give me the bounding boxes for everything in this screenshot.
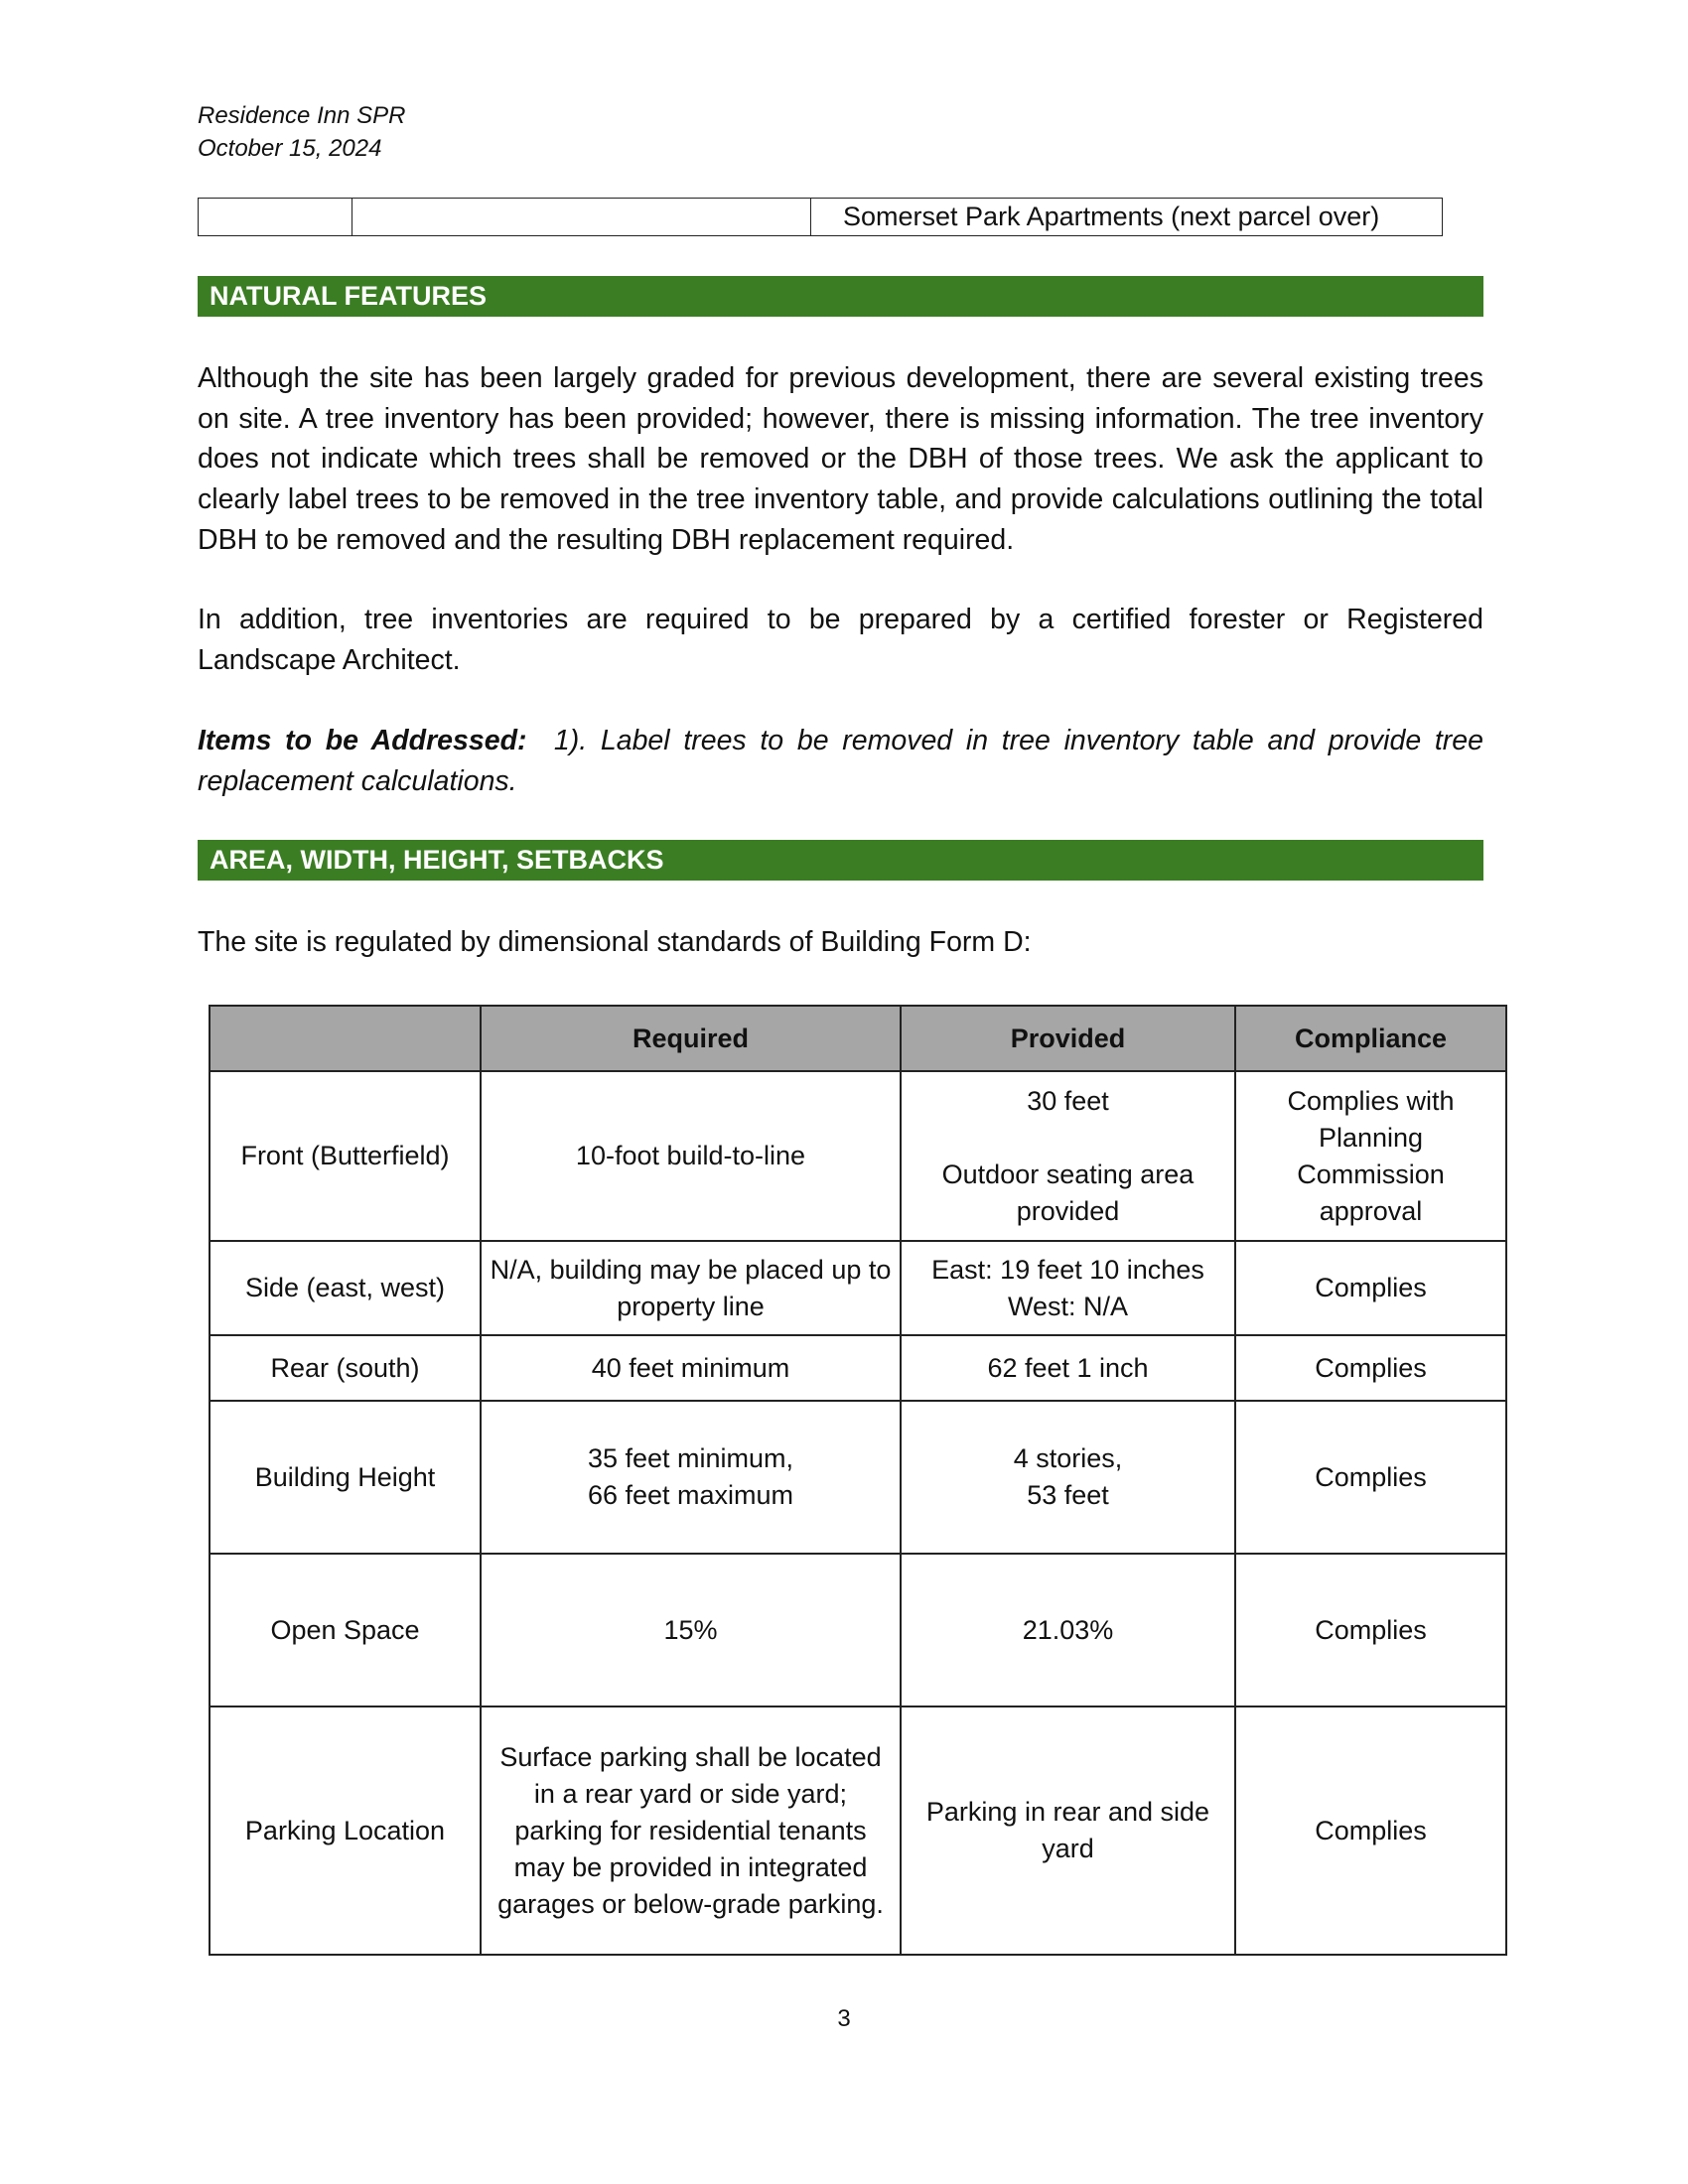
row-label: Parking Location	[210, 1706, 481, 1955]
compliance-cell: Complies	[1235, 1554, 1506, 1706]
required-cell: 35 feet minimum, 66 feet maximum	[481, 1401, 901, 1554]
required-cell: Surface parking shall be located in a rear yard or side yard; parking for residential tenants may be provided in integrated garages or below-grade parking.	[481, 1706, 901, 1955]
required-cell: 15%	[481, 1554, 901, 1706]
provided-cell: 21.03%	[901, 1554, 1235, 1706]
table-header-row	[210, 1006, 1506, 1071]
continued-table	[198, 198, 1443, 236]
table-cell	[352, 199, 811, 236]
compliance-cell: Complies	[1235, 1335, 1506, 1401]
table-row	[210, 1071, 1506, 1241]
table-cell	[199, 199, 352, 236]
section-heading-area-width-height: AREA, WIDTH, HEIGHT, SETBACKS	[198, 840, 1483, 881]
provided-cell: Parking in rear and side yard	[901, 1706, 1235, 1955]
table-row	[210, 1706, 1506, 1955]
column-header: Compliance	[1235, 1006, 1506, 1071]
column-header	[210, 1006, 481, 1071]
compliance-cell: Complies	[1235, 1706, 1506, 1955]
required-cell: N/A, building may be placed up to property line	[481, 1241, 901, 1335]
provided-cell: East: 19 feet 10 inches West: N/A	[901, 1241, 1235, 1335]
row-label: Front (Butterfield)	[210, 1071, 481, 1241]
column-header: Required	[481, 1006, 901, 1071]
provided-cell: 4 stories, 53 feet	[901, 1401, 1235, 1554]
paragraph: The site is regulated by dimensional standards of Building Form D:	[198, 926, 1032, 958]
paragraph: In addition, tree inventories are required to be prepared by a certified forester or Registered Landscape Architect.	[198, 604, 1483, 676]
required-cell: 10-foot build-to-line	[481, 1071, 901, 1241]
page-header	[198, 99, 405, 165]
dimensional-standards-table	[209, 1005, 1507, 1956]
table-row	[210, 1401, 1506, 1554]
compliance-cell: Complies	[1235, 1241, 1506, 1335]
document-date: October 15, 2024	[198, 135, 382, 162]
row-label: Rear (south)	[210, 1335, 481, 1401]
paragraph: Although the site has been largely graded for previous development, there are several existing trees on site. A tree inventory has been provided; however, there is missing information. The tree inventory does not indicate which trees shall be removed or the DBH of those trees. We ask the applicant to clearly label trees to be removed in the tree inventory table, and provide calculations outlining the total DBH to be removed and the resulting DBH replacement required.	[198, 362, 1483, 556]
required-cell: 40 feet minimum	[481, 1335, 901, 1401]
items-to-address	[198, 721, 1483, 801]
section-heading-natural-features: NATURAL FEATURES	[198, 276, 1483, 317]
table-row	[210, 1335, 1506, 1401]
table-cell: Somerset Park Apartments (next parcel over)	[811, 199, 1443, 236]
table-row	[210, 1554, 1506, 1706]
provided-cell: 62 feet 1 inch	[901, 1335, 1235, 1401]
document-title: Residence Inn SPR	[198, 102, 406, 129]
page-number: 3	[837, 2005, 851, 2032]
provided-cell: 30 feet Outdoor seating area provided	[901, 1071, 1235, 1241]
compliance-cell: Complies	[1235, 1401, 1506, 1554]
table-row	[199, 199, 1443, 236]
table-row	[210, 1241, 1506, 1335]
row-label: Building Height	[210, 1401, 481, 1554]
column-header: Provided	[901, 1006, 1235, 1071]
row-label: Open Space	[210, 1554, 481, 1706]
items-label: Items to be Addressed:	[198, 725, 527, 756]
row-label: Side (east, west)	[210, 1241, 481, 1335]
compliance-cell: Complies with Planning Commission approval	[1235, 1071, 1506, 1241]
items-text: 1). Label trees to be removed in tree inventory table and provide tree replacement calculations.	[198, 725, 1483, 797]
